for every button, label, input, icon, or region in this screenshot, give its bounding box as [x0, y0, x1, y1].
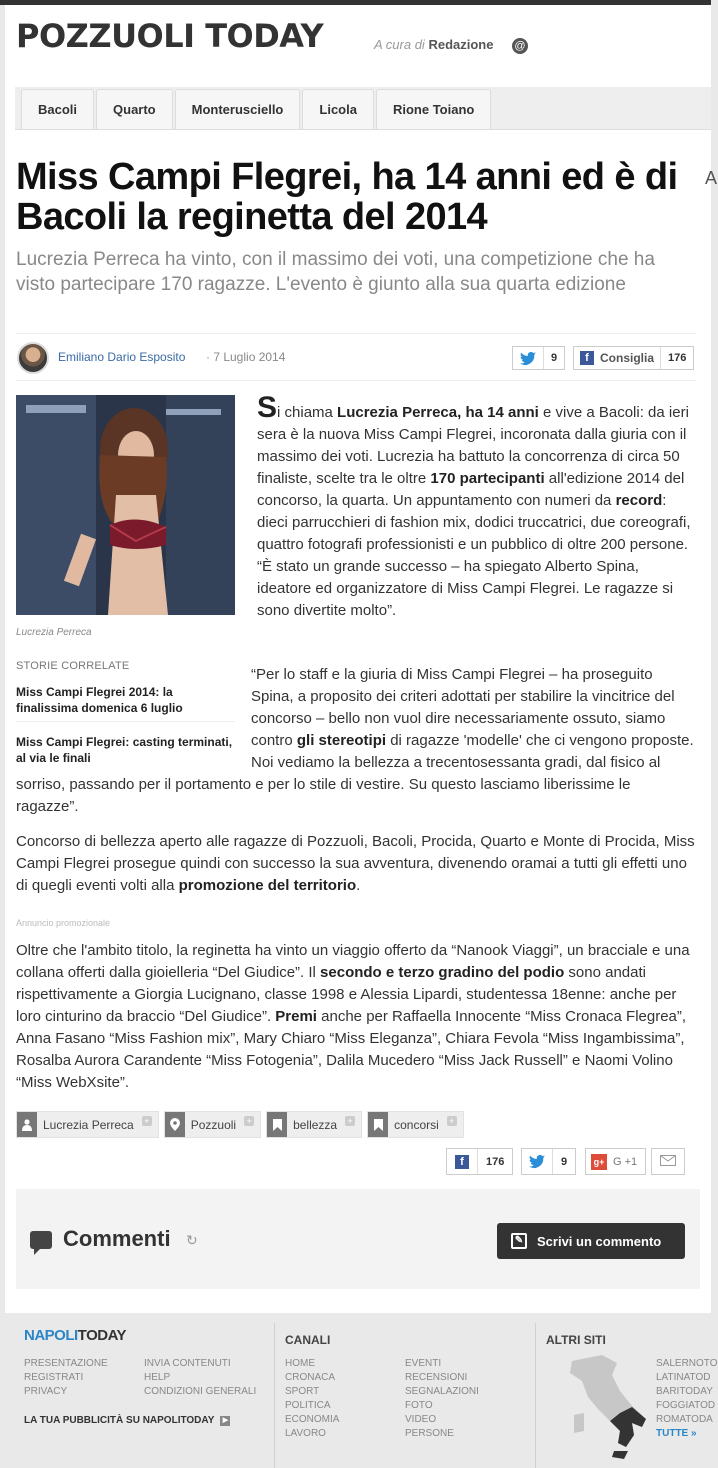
photo-caption: Lucrezia Perreca [16, 627, 92, 638]
tag-label: bellezza [293, 1117, 338, 1132]
footer-link[interactable]: LATINATOD [656, 1372, 711, 1383]
map-pin-icon [165, 1112, 185, 1137]
footer-link[interactable]: CONDIZIONI GENERALI [144, 1386, 257, 1397]
footer-link[interactable]: ROMATODA [656, 1414, 713, 1425]
comment-bubble-icon [30, 1231, 52, 1249]
related-heading: STORIE CORRELATE [16, 660, 130, 672]
nav-tab-rione-toiano[interactable]: Rione Toiano [376, 89, 491, 129]
all-sites-link[interactable]: TUTTE » [656, 1428, 697, 1439]
publish-date: · 7 Luglio 2014 [206, 350, 286, 364]
footer-link[interactable]: REGISTRATI [24, 1372, 84, 1383]
article-photo[interactable] [16, 395, 235, 615]
footer-link[interactable]: BARITODAY [656, 1386, 713, 1397]
plus-icon[interactable]: + [142, 1116, 152, 1126]
footer-divider [274, 1323, 275, 1468]
site-logo[interactable]: POZZUOLI TODAY [16, 17, 324, 55]
article-paragraph-4: Oltre che l'ambito titolo, la reginetta ha vinto un viaggio offerto da “Nanook Viaggi”, un bracciale e una collana offerti dalla gioielleria “Del Giudice”. Il secondo e terzo gradino del podio sono andati rispettivamente a Giorgia Lucignano, classe 1998 e Alessia Lipardi, studentessa 18enne: anche per loro cinturino da braccio “Del Giudice”. Premi anche per Raffaella Innocente “Miss Cronaca Flegrea”, Anna Fasano “Miss Fashion mix”, Mary Chiaro “Miss Eleganza”, Chiara Fevola “Miss Ingambissima”, Rosalba Aurora Carandente “Miss Fotogenia”, Dalila Mucedero “Miss Jack Russell” e Naomi Volino “Miss WebXsite”. [16, 942, 690, 1091]
italy-map-icon [562, 1351, 652, 1461]
altri-siti-heading: ALTRI SITI [546, 1333, 606, 1347]
write-comment-button[interactable] [497, 1223, 685, 1259]
comments-title: Commenti [63, 1226, 171, 1251]
curated-by [374, 37, 493, 52]
article-paragraph-1: Si chiama Lucrezia Perreca, ha 14 anni e vive a Bacoli: da ieri sera è la nuova Miss Campi Flegrei, incoronata dalla giuria con il massimo dei voti. Lucrezia ha battuto la concorrenza di circa 50 finaliste, scelte tra le oltre 170 partecipanti all'edizione 2014 del concorso, la quarta. Un appuntamento con numeri da record: dieci parrucchieri di fashion mix, dodici truccatrici, due coreografi, quattro fotografi professionisti e un pubblico di oltre 200 persone. “È stato un grande successo – ha spiegato Alberto Spina, ideatore ed organizzatore di Miss Campi Flegrei. Le ragazze si sono divertite molto”. [257, 391, 691, 619]
canali-col2 [405, 1357, 479, 1441]
nav-tabs [21, 89, 491, 129]
curated-author[interactable]: Redazione [428, 37, 494, 52]
facebook-count: 176 [477, 1149, 512, 1174]
curated-prefix: A cura di [374, 37, 425, 52]
arrow-right-icon: ▶ [220, 1416, 230, 1426]
person-icon [17, 1112, 37, 1137]
photo-illustration [16, 395, 235, 615]
mail-icon [660, 1155, 676, 1169]
canali-heading: CANALI [285, 1333, 331, 1347]
float-spacer [16, 664, 251, 774]
write-comment-label: Scrivi un commento [537, 1233, 662, 1249]
footer-link[interactable]: SEGNALAZIONI [405, 1386, 479, 1397]
footer-link[interactable]: PERSONE [405, 1428, 454, 1439]
nav-tab-licola[interactable]: Licola [302, 89, 374, 129]
twitter-icon [513, 347, 543, 369]
ad-label: Annuncio promozionale [16, 918, 111, 928]
plus-icon[interactable]: + [345, 1116, 355, 1126]
tag-topic[interactable] [266, 1111, 362, 1138]
dropcap: S [257, 391, 278, 424]
twitter-count: 9 [543, 347, 564, 369]
article-title: Miss Campi Flegrei, ha 14 anni ed è di Bacoli la reginetta del 2014 [16, 156, 678, 238]
twitter-count: 9 [552, 1149, 575, 1174]
footer-link[interactable]: VIDEO [405, 1414, 437, 1425]
facebook-count: 176 [660, 347, 693, 369]
footer-link[interactable]: RECENSIONI [405, 1372, 468, 1383]
nav-bar [15, 87, 711, 130]
facebook-icon: f [447, 1155, 477, 1169]
footer-link[interactable]: PRESENTAZIONE [24, 1358, 108, 1369]
footer-link[interactable]: SALERNOTO [656, 1358, 718, 1369]
tag-place[interactable] [164, 1111, 261, 1138]
article-subtitle: Lucrezia Perreca ha vinto, con il massimo dei voti, una competizione che ha visto partecipare 170 ragazze. L'evento è giunto alla sua quarta edizione [16, 249, 655, 295]
gplus-icon: g+ [591, 1154, 607, 1170]
footer-link[interactable]: CRONACA [285, 1372, 336, 1383]
footer-divider [535, 1323, 536, 1468]
footer-links-col2 [144, 1357, 256, 1399]
email-share-button[interactable] [651, 1148, 685, 1175]
footer-logo[interactable]: NAPOLITODAY [24, 1327, 127, 1344]
facebook-share-button[interactable] [446, 1148, 513, 1175]
gplus-label: G +1 [613, 1155, 638, 1168]
footer-link[interactable]: ECONOMIA [285, 1414, 340, 1425]
footer-link[interactable]: HELP [144, 1372, 171, 1383]
facebook-like-label: Consiglia [600, 351, 655, 365]
altri-siti-list [656, 1357, 718, 1441]
article-paragraph-2: “Per lo staff e la giuria di Miss Campi Flegrei – ha proseguito Spina, a proposito dei criteri adottati per stabilire la vincitrice del concorso – bello non vuol dire necessariamente ossuto, siamo contro gli stereotipi di ragazze 'modelle' che ci vengono proposte. Noi vediamo la bellezza a trecentosessanta gradi, dal fisico al sorriso, passando per il portamento e per lo stile di vestire. Su questo lasciamo liberissime le ragazze”. [16, 666, 694, 815]
plus-icon[interactable]: + [447, 1116, 457, 1126]
facebook-icon: f [574, 347, 594, 369]
footer-link[interactable]: FOTO [405, 1400, 433, 1411]
tag-list [16, 1111, 464, 1138]
twitter-share-button[interactable] [521, 1148, 576, 1175]
tag-label: Pozzuoli [190, 1117, 237, 1132]
footer-link[interactable]: PRIVACY [24, 1386, 68, 1397]
nav-tab-quarto[interactable]: Quarto [96, 89, 173, 129]
footer-link[interactable]: LAVORO [285, 1428, 326, 1439]
footer-link[interactable]: EVENTI [405, 1358, 442, 1369]
nav-tab-bacoli[interactable]: Bacoli [21, 89, 94, 129]
twitter-icon [522, 1155, 552, 1168]
article-paragraph-3: Concorso di bellezza aperto alle ragazze di Pozzuoli, Bacoli, Procida, Quarto e Monte di Procida, Miss Campi Flegrei prosegue quindi con successo la sua avventura, divenendo oramai a tutti gli effetti uno di quegli eventi volti alla promozione del territorio. [16, 833, 695, 894]
canali-col1 [285, 1357, 339, 1441]
cropped-sidebar-glyph: A [705, 168, 718, 188]
site-footer [5, 1313, 718, 1468]
facebook-like-button[interactable] [573, 346, 694, 370]
byline [16, 333, 696, 381]
author-avatar[interactable] [17, 342, 49, 374]
footer-link[interactable]: FOGGIATOD [656, 1400, 716, 1411]
nav-tab-monterusciello[interactable]: Monterusciello [175, 89, 301, 129]
footer-link[interactable]: INVIA CONTENUTI [144, 1358, 231, 1369]
bookmark-icon [368, 1112, 388, 1137]
bookmark-icon [267, 1112, 287, 1137]
edit-icon: ✎ [511, 1233, 527, 1249]
contact-icon[interactable]: @ [512, 38, 528, 54]
page [5, 5, 718, 1468]
footer-link[interactable]: POLITICA [285, 1400, 331, 1411]
gplus-button[interactable] [585, 1148, 646, 1175]
tag-topic[interactable] [367, 1111, 464, 1138]
refresh-icon[interactable]: ↻ [186, 1232, 198, 1248]
tag-label: Lucrezia Perreca [43, 1117, 134, 1132]
comments-section [16, 1189, 700, 1289]
footer-link[interactable]: HOME [285, 1358, 315, 1369]
footer-link[interactable]: SPORT [285, 1386, 320, 1397]
author-link[interactable]: Emiliano Dario Esposito [58, 350, 186, 364]
plus-icon[interactable]: + [244, 1116, 254, 1126]
related-story-link[interactable]: Miss Campi Flegrei: casting terminati, al via le finali [16, 735, 233, 765]
tag-person[interactable] [16, 1111, 159, 1138]
related-story-link[interactable]: Miss Campi Flegrei 2014: la finalissima domenica 6 luglio [16, 684, 235, 722]
advertising-link[interactable]: LA TUA PUBBLICITÀ SU NAPOLITODAY ▶ [24, 1415, 230, 1426]
tag-label: concorsi [394, 1117, 439, 1132]
twitter-share-button[interactable] [512, 346, 565, 370]
footer-links-col1 [24, 1357, 108, 1399]
